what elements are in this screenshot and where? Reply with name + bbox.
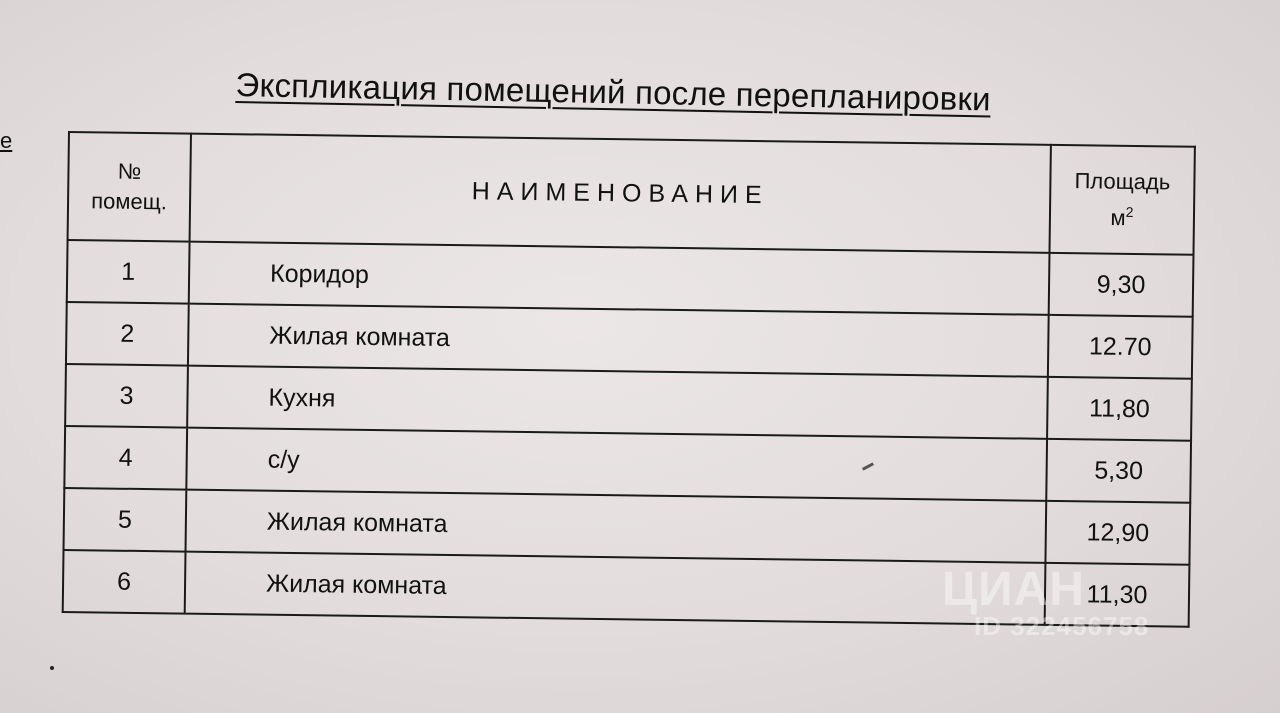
room-number: 2 — [66, 302, 189, 366]
room-name: Коридор — [189, 242, 1050, 315]
explication-table-wrapper — [62, 131, 1218, 628]
header-name: НАИМЕНОВАНИЕ — [190, 134, 1051, 253]
room-area: 5,30 — [1046, 439, 1191, 503]
margin-mark: е — [0, 128, 13, 153]
room-name: Жилая комната — [185, 552, 1046, 625]
header-area-sup: 2 — [1125, 203, 1134, 220]
room-name: Жилая комната — [186, 490, 1047, 563]
room-name: с/у — [186, 428, 1047, 501]
room-number: 6 — [63, 550, 186, 614]
room-name: Кухня — [187, 366, 1048, 439]
paper-dot — [50, 666, 54, 670]
explication-table — [62, 131, 1196, 628]
room-number: 1 — [67, 240, 190, 304]
header-room-abbrev: помещ. — [91, 188, 168, 215]
watermark-id: ID 322456758 — [974, 611, 1150, 641]
header-room-number — [68, 132, 191, 242]
room-area: 11,30 — [1045, 563, 1190, 627]
room-name: Жилая комната — [188, 304, 1049, 377]
header-area-unit: м — [1110, 204, 1126, 231]
header-area — [1049, 145, 1194, 255]
room-area: 9,30 — [1049, 253, 1194, 317]
room-number: 4 — [64, 426, 187, 490]
room-area: 12.70 — [1048, 315, 1193, 379]
page-title: Экспликация помещений после перепланировки — [235, 66, 992, 118]
room-number: 3 — [65, 364, 188, 428]
header-number-sign: № — [117, 158, 142, 184]
room-area: 12,90 — [1045, 501, 1190, 565]
header-area-label: Площадь — [1074, 168, 1171, 195]
watermark-brand: ЦИАН — [942, 563, 1085, 616]
room-area: 11,80 — [1047, 377, 1192, 441]
table-header-row — [68, 132, 1195, 255]
room-number: 5 — [64, 488, 187, 552]
